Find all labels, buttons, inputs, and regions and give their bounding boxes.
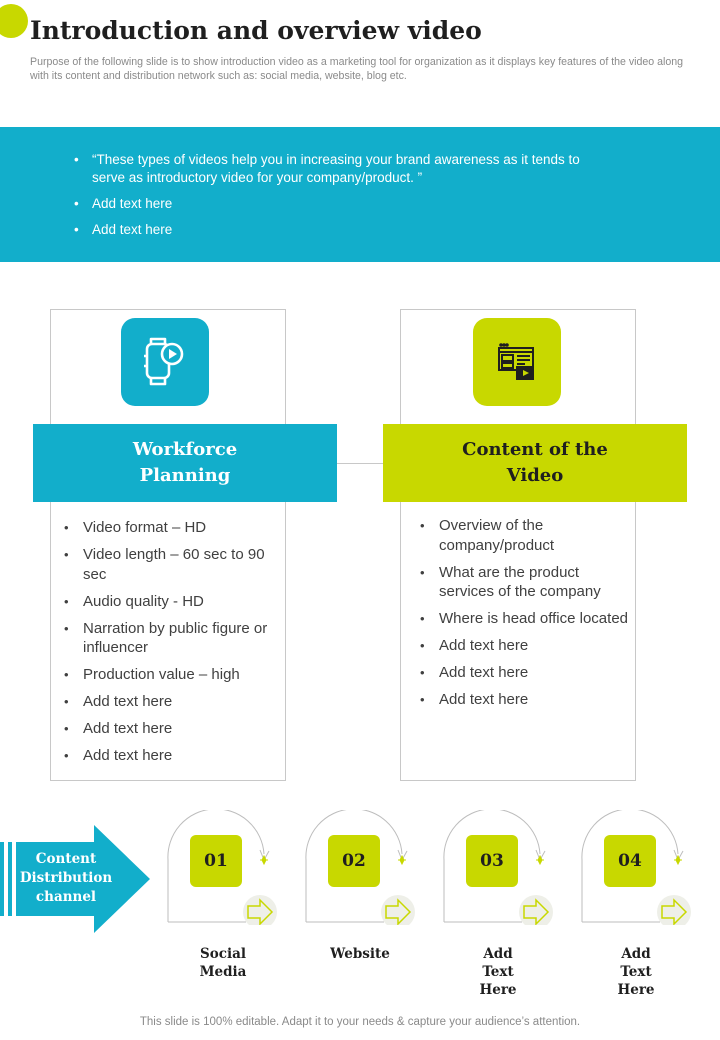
page-subtitle: Purpose of the following slide is to show introduction video as a marketing tool for organization as it displays key features of the video along with its content and distribution network such as: social media, website, blog etc. (30, 56, 684, 82)
distribution-label: Content Distribution channel (19, 851, 113, 905)
list-item: • Audio quality - HD (63, 592, 273, 612)
step-number: 03 (466, 835, 518, 887)
list-item: • Add text here (63, 692, 273, 712)
footer-note: This slide is 100% editable. Adapt it to your needs & capture your audience’s attention. (139, 1016, 581, 1028)
highlight-list (74, 151, 594, 247)
step-label-social-media: Social Media (199, 946, 247, 980)
highlight-bullet: • “These types of videos help you in increasing your brand awareness as it tends to serve as introductory video for your company/product. ” (74, 151, 594, 187)
content-heading-bar (383, 424, 687, 502)
list-item: • Add text here (419, 636, 629, 656)
list-item: • What are the product services of the company (419, 563, 629, 602)
list-item: • Narration by public figure or influencer (63, 619, 273, 658)
channel-step-2 (304, 810, 416, 925)
list-item: • Production value – high (63, 665, 273, 685)
channel-step-4 (580, 810, 692, 925)
channel-step-1 (166, 810, 278, 925)
page-title: Introduction and overview video (30, 16, 482, 45)
list-item: • Overview of the company/product (419, 516, 629, 555)
corner-decoration (0, 4, 28, 38)
list-item: • Add text here (419, 663, 629, 683)
workforce-heading: Workforce Planning (132, 439, 238, 486)
workforce-heading-bar (33, 424, 337, 502)
list-item: • Add text here (63, 719, 273, 739)
list-item: • Where is head office located (419, 609, 629, 629)
step-number: 04 (604, 835, 656, 887)
step-number: 02 (328, 835, 380, 887)
video-watch-icon (121, 318, 209, 406)
list-item: • Add text here (63, 746, 273, 766)
highlight-bullet: • Add text here (74, 221, 594, 239)
highlight-band (0, 127, 720, 262)
content-list (419, 516, 629, 717)
list-item: • Add text here (419, 690, 629, 710)
channel-step-3 (442, 810, 554, 925)
content-heading: Content of the Video (462, 439, 608, 486)
video-content-icon (473, 318, 561, 406)
step-label-3: Add Text Here (479, 946, 517, 998)
step-number: 01 (190, 835, 242, 887)
workforce-list (63, 518, 273, 773)
list-item: • Video format – HD (63, 518, 273, 538)
highlight-bullet: • Add text here (74, 195, 594, 213)
list-item: • Video length – 60 sec to 90 sec (63, 545, 273, 584)
step-label-4: Add Text Here (617, 946, 655, 998)
step-label-website: Website (330, 946, 390, 962)
